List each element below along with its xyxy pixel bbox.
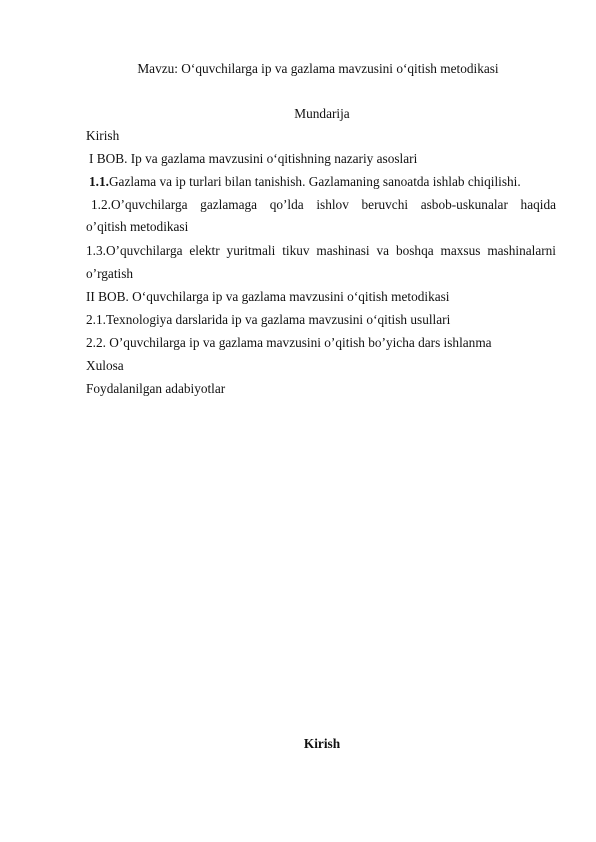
toc-item-section-2-2: 2.2. O’quvchilarga ip va gazlama mavzusini o’qitish bo’yicha dars ishlanma bbox=[86, 335, 492, 350]
toc-item-intro: Kirish bbox=[86, 128, 120, 143]
toc-item-section-1-3: 1.3.O’quvchilarga elektr yuritmali tikuv mashinasi va boshqa maxsus mashinalarni bbox=[86, 243, 556, 258]
section-heading-intro: Kirish bbox=[303, 736, 341, 751]
toc-item-section-1-1 bbox=[89, 174, 521, 190]
toc-item-section-1-3-cont: o’rgatish bbox=[86, 266, 134, 281]
toc-item-chapter-2: II BOB. O‘quvchilarga ip va gazlama mavzusini o‘qitish metodikasi bbox=[86, 289, 450, 304]
section-number: 1.1. bbox=[89, 174, 109, 189]
toc-item-section-2-1: 2.1.Texnologiya darslarida ip va gazlama mavzusini o‘qitish usullari bbox=[86, 312, 451, 327]
toc-item-conclusion: Xulosa bbox=[86, 358, 124, 373]
document-title: Mavzu: O‘quvchilarga ip va gazlama mavzusini o‘qitish metodikasi bbox=[137, 61, 499, 76]
toc-item-section-1-2-cont: o’qitish metodikasi bbox=[86, 219, 189, 234]
toc-heading: Mundarija bbox=[294, 106, 350, 121]
toc-item-references: Foydalanilgan adabiyotlar bbox=[86, 381, 226, 396]
toc-item-chapter-1: I BOB. Ip va gazlama mavzusini o‘qitishning nazariy asoslari bbox=[89, 151, 418, 166]
toc-item-section-1-2: 1.2.O’quvchilarga gazlamaga qo’lda ishlov beruvchi asbob-uskunalar haqida bbox=[91, 197, 556, 212]
section-text: Gazlama va ip turlari bilan tanishish. Gazlamaning sanoatda ishlab chiqilishi. bbox=[108, 174, 521, 189]
